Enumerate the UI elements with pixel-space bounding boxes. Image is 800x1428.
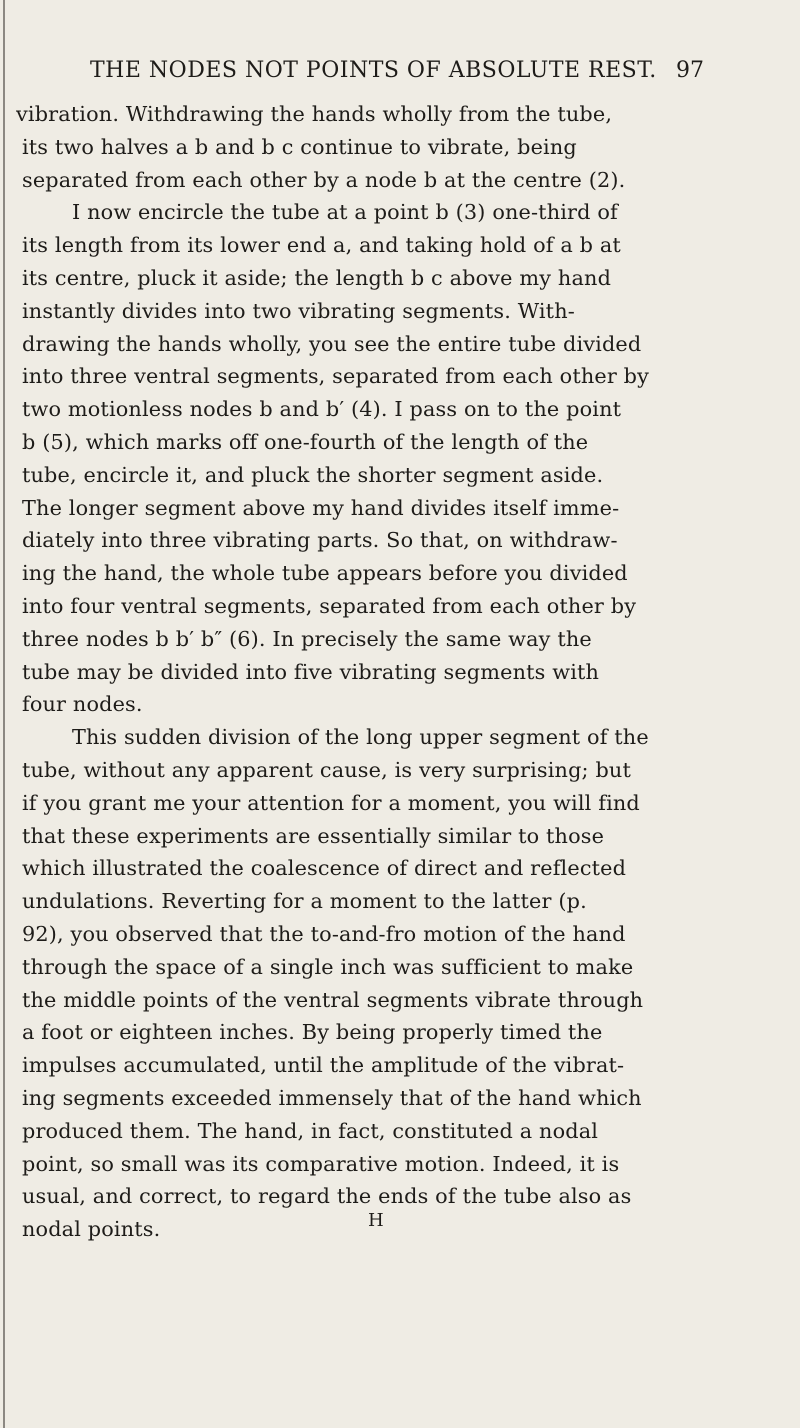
signature-mark: H — [368, 1210, 384, 1231]
text-line: into four ventral segments, separated from each other by — [22, 593, 637, 618]
text-line: its length from its lower end a, and taking hold of a b at — [22, 233, 621, 258]
text-line: nodal points. — [22, 1217, 161, 1242]
text-line: three nodes b b′ b″ (6). In precisely the same way the — [22, 626, 592, 651]
text-line: its two halves a b and b c continue to vibrate, being — [22, 134, 577, 159]
text-line: drawing the hands wholly, you see the entire tube divided — [22, 331, 642, 356]
text-line: usual, and correct, to regard the ends of the tube also as — [22, 1184, 632, 1209]
text-line: its centre, pluck it aside; the length b c above my hand — [22, 265, 612, 290]
text-line: vibration. Withdrawing the hands wholly from the tube, — [16, 102, 613, 126]
page-number: 97 — [676, 58, 704, 83]
text-line: point, so small was its comparative motion. Indeed, it is — [22, 1151, 620, 1176]
text-line: 92), you observed that the to-and-fro motion of the hand — [22, 921, 626, 946]
page-header — [0, 58, 800, 90]
text-line: if you grant me your attention for a moment, you will find — [22, 790, 640, 815]
text-line: tube, without any apparent cause, is very surprising; but — [22, 757, 631, 782]
text-line: b (5), which marks off one-fourth of the length of the — [22, 429, 589, 454]
text-line: four nodes. — [22, 692, 143, 717]
text-line: the middle points of the ventral segments vibrate through — [22, 987, 644, 1012]
paragraph-first-line: I now encircle the tube at a point b (3) one-third of — [72, 200, 618, 225]
text-line: two motionless nodes b and b′ (4). I pass on to the point — [22, 397, 622, 422]
text-line: undulations. Reverting for a moment to the latter (p. — [22, 889, 587, 914]
page-binding-edge — [3, 0, 5, 1428]
text-line: ing the hand, the whole tube appears before you divided — [22, 561, 628, 586]
text-line: tube may be divided into five vibrating segments with — [22, 659, 600, 684]
text-line: The longer segment above my hand divides itself imme- — [22, 495, 620, 520]
paragraph-first-line: This sudden division of the long upper segment of the — [72, 725, 649, 750]
running-head: THE NODES NOT POINTS OF ABSOLUTE REST. — [90, 58, 657, 83]
text-line: diately into three vibrating parts. So that, on withdraw- — [22, 528, 618, 553]
text-line: which illustrated the coalescence of direct and reflected — [22, 856, 627, 881]
text-line: impulses accumulated, until the amplitude of the vibrat- — [22, 1053, 625, 1078]
text-line: tube, encircle it, and pluck the shorter segment aside. — [22, 462, 604, 487]
text-line: that these experiments are essentially similar to those — [22, 823, 605, 848]
text-line: a foot or eighteen inches. By being properly timed the — [22, 1020, 603, 1045]
text-line: produced them. The hand, in fact, constituted a nodal — [22, 1118, 599, 1143]
text-line: ing segments exceeded immensely that of the hand which — [22, 1085, 642, 1110]
body-text — [16, 98, 712, 1246]
text-line: separated from each other by a node b at the centre (2). — [22, 167, 626, 192]
text-line: into three ventral segments, separated from each other by — [22, 364, 650, 389]
text-line: through the space of a single inch was sufficient to make — [22, 954, 634, 979]
text-line: instantly divides into two vibrating segments. With- — [22, 298, 575, 323]
